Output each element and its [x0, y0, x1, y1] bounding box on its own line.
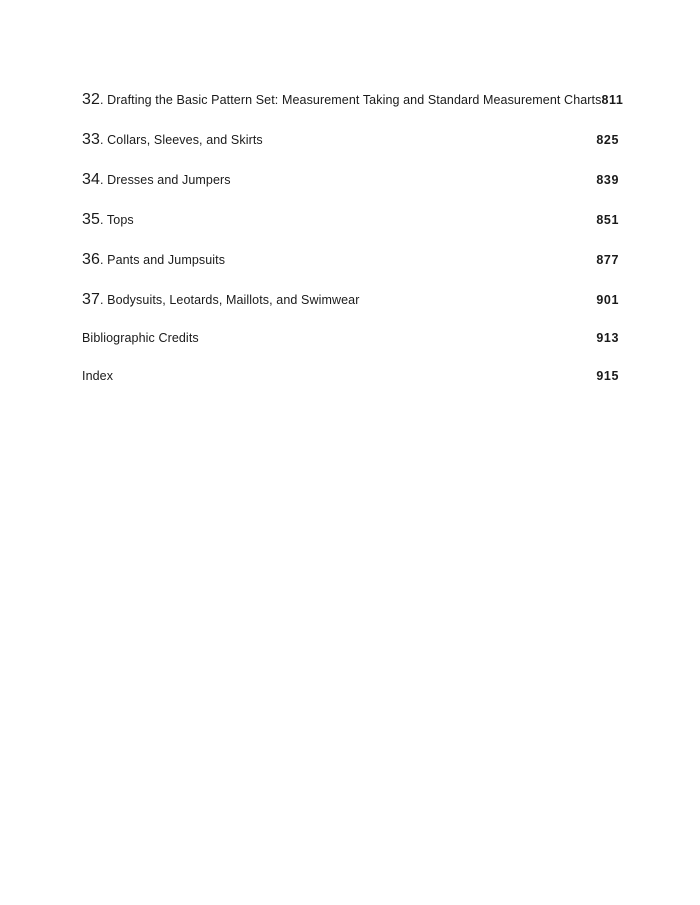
page-number: 811 — [601, 93, 624, 107]
chapter-number: 34 — [82, 171, 100, 188]
toc-entry-index[interactable] — [82, 369, 619, 407]
toc-entry-title — [82, 131, 263, 149]
chapter-title: . Pants and Jumpsuits — [100, 253, 226, 267]
page-number: 839 — [596, 173, 619, 187]
page-number: 913 — [596, 331, 619, 345]
toc-entry-chapter-37[interactable] — [82, 291, 619, 331]
page-number: 877 — [596, 253, 619, 267]
chapter-number: 33 — [82, 131, 100, 148]
toc-entry-title — [82, 171, 231, 189]
chapter-number: 35 — [82, 211, 100, 228]
page-number: 825 — [596, 133, 619, 147]
backmatter-title: Index — [82, 369, 114, 383]
chapter-title: . Drafting the Basic Pattern Set: Measurement Taking and Standard Measurement Charts — [100, 93, 602, 107]
toc-entry-chapter-36[interactable] — [82, 251, 619, 291]
toc-entry-chapter-35[interactable] — [82, 211, 619, 251]
page-number: 915 — [596, 369, 619, 383]
toc-entry-title — [82, 91, 601, 109]
page-number: 901 — [596, 293, 619, 307]
chapter-title: . Bodysuits, Leotards, Maillots, and Swimwear — [100, 293, 360, 307]
chapter-title: . Dresses and Jumpers — [100, 173, 231, 187]
toc-entry-title — [82, 251, 225, 269]
toc-entry-chapter-33[interactable] — [82, 131, 619, 171]
chapter-number: 37 — [82, 291, 100, 308]
page-number: 851 — [596, 213, 619, 227]
chapter-title: . Collars, Sleeves, and Skirts — [100, 133, 263, 147]
toc-entry-bibliographic-credits[interactable] — [82, 331, 619, 369]
toc-entry-title — [82, 291, 359, 309]
backmatter-title: Bibliographic Credits — [82, 331, 199, 345]
toc-entry-title — [82, 211, 134, 229]
chapter-number: 32 — [82, 91, 100, 108]
toc-entry-chapter-34[interactable] — [82, 171, 619, 211]
chapter-number: 36 — [82, 251, 100, 268]
table-of-contents — [82, 91, 624, 407]
chapter-title: . Tops — [100, 213, 134, 227]
toc-entry-chapter-32[interactable] — [82, 91, 624, 131]
